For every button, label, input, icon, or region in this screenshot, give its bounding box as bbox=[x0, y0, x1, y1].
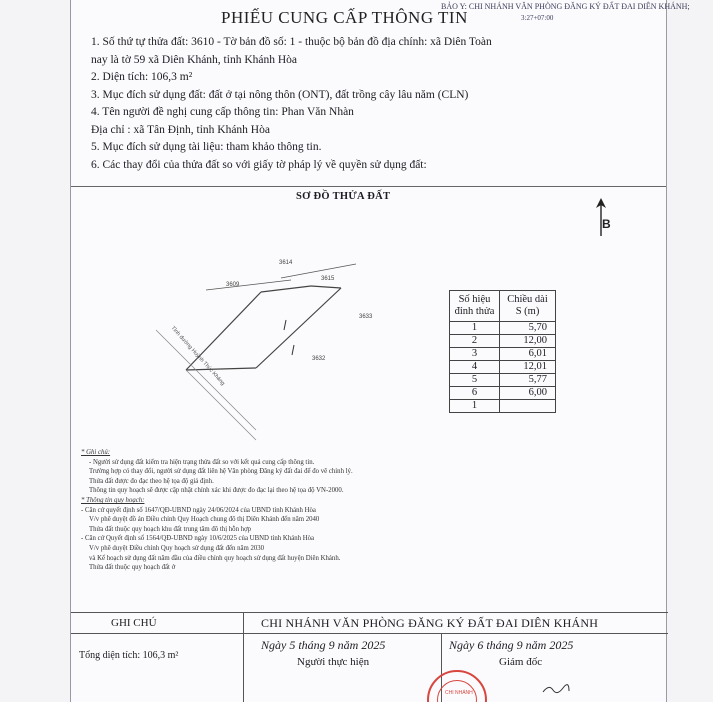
parcel-label: 3632 bbox=[312, 356, 326, 362]
dim-tick bbox=[284, 320, 286, 330]
table-row bbox=[450, 374, 556, 387]
info-item: 5. Mục đích sử dụng tài liệu: tham khảo thông tin. bbox=[91, 141, 322, 153]
parcel-edge bbox=[186, 368, 256, 370]
edge-length: 6,01 bbox=[500, 348, 556, 361]
table-header: Số hiệu đỉnh thửa bbox=[450, 291, 500, 322]
parcel-edge bbox=[256, 288, 341, 368]
footer-table bbox=[71, 612, 668, 702]
divider bbox=[243, 612, 244, 702]
info-item: 3. Mục đích sử dụng đất: đất ở tại nông thôn (ONT), đất trồng cây lâu năm (CLN) bbox=[91, 88, 469, 101]
notes-heading: * Ghi chú: bbox=[81, 449, 111, 456]
edge-length: 12,00 bbox=[500, 335, 556, 348]
date-performer: Ngày 5 tháng 9 năm 2025 bbox=[261, 638, 386, 652]
info-item: nay là tờ 59 xã Diên Khánh, tỉnh Khánh Hòa bbox=[91, 53, 298, 66]
note-line: - Căn cứ quyết định số 1647/QĐ-UBND ngày 24/06/2024 của UBND tỉnh Khánh Hòa bbox=[81, 506, 316, 514]
edge-length: 5,77 bbox=[500, 374, 556, 387]
total-area: Tổng diện tích: 106,3 m² bbox=[79, 650, 179, 661]
info-list bbox=[91, 34, 651, 174]
note-line: Thửa đất được đo đạc theo hệ tọa độ giả định. bbox=[89, 477, 214, 485]
table-row bbox=[450, 361, 556, 374]
road-edge bbox=[156, 330, 256, 430]
edge-length: 6,00 bbox=[500, 387, 556, 400]
role-director: Giám đốc bbox=[499, 656, 543, 668]
diagram-title: SƠ ĐỒ THỬA ĐẤT bbox=[296, 191, 391, 202]
seal-text: CHI NHÁNH bbox=[445, 690, 473, 696]
table-row bbox=[450, 400, 556, 413]
issuing-office: CHI NHÁNH VĂN PHÒNG ĐĂNG KÝ ĐẤT ĐAI DIÊN KHÁNH bbox=[261, 616, 599, 630]
official-seal-icon bbox=[427, 670, 487, 702]
dim-tick bbox=[292, 345, 294, 355]
vertex-number: 1 bbox=[450, 322, 500, 335]
boundary-line bbox=[281, 264, 356, 278]
note-line: Thửa đất thuộc quy hoạch đất ở bbox=[89, 564, 176, 572]
note-line: Thửa đất thuộc quy hoạch khu đất trung tâm đô thị hỗn hợp bbox=[89, 525, 252, 533]
note-line: Thông tin quy hoạch sẽ được cập nhật chính xác khi được đo đạc lại theo hệ tọa độ VN-2000. bbox=[89, 487, 344, 495]
info-item: 6. Các thay đổi của thửa đất so với giấy tờ pháp lý về quyền sử dụng đất: bbox=[91, 158, 427, 171]
info-item: Địa chỉ : xã Tân Định, tỉnh Khánh Hòa bbox=[91, 123, 270, 136]
table-row bbox=[450, 348, 556, 361]
note-line: V/v phê duyệt Điều chỉnh Quy hoạch sử dụng đất đến năm 2030 bbox=[89, 544, 265, 552]
edge-length: 12,01 bbox=[500, 361, 556, 374]
vertex-number: 5 bbox=[450, 374, 500, 387]
note-line: V/v phê duyệt đồ án Điều chỉnh Quy Hoạch chung đô thị Diên Khánh đến năm 2040 bbox=[89, 516, 320, 524]
document-sheet bbox=[70, 0, 690, 702]
footer-note-label: GHI CHÚ bbox=[111, 617, 157, 629]
parcel-label: 3614 bbox=[279, 260, 293, 266]
copy-stamp-time: 3:27+07:00 bbox=[521, 14, 554, 22]
edge-length: 5,70 bbox=[500, 322, 556, 335]
table-row bbox=[450, 322, 556, 335]
parcel-label: 3615 bbox=[321, 276, 335, 282]
parcel-diagram bbox=[116, 250, 446, 460]
note-line: Trường hợp có thay đổi, người sử dụng đất liên hệ Văn phòng Đăng ký đất đai để đo vẽ chỉnh lý. bbox=[89, 468, 353, 476]
note-line: - Người sử dụng đất kiểm tra hiện trạng thửa đất so với kết quả cung cấp thông tin. bbox=[89, 458, 315, 466]
edge-length bbox=[500, 400, 556, 413]
parcel-label: 3633 bbox=[359, 314, 373, 320]
info-item: 1. Số thứ tự thửa đất: 3610 - Tờ bản đồ số: 1 - thuộc bộ bản đồ địa chính: xã Diên Toàn bbox=[91, 36, 492, 48]
info-item: 4. Tên người đề nghị cung cấp thông tin: Phan Văn Nhàn bbox=[91, 106, 354, 118]
table-row bbox=[450, 387, 556, 400]
road-label: Tỉnh đường Huỳnh Thúc Kháng bbox=[169, 325, 226, 387]
note-line: - Căn cứ Quyết định số 1564/QĐ-UBND ngày 10/6/2025 của UBND tỉnh Khánh Hòa bbox=[81, 535, 315, 543]
vertex-number: 6 bbox=[450, 387, 500, 400]
vertex-number: 2 bbox=[450, 335, 500, 348]
coordinate-table bbox=[449, 290, 556, 413]
page-title: PHIẾU CUNG CẤP THÔNG TIN bbox=[221, 8, 468, 27]
signature-icon bbox=[541, 682, 571, 696]
notes-section bbox=[81, 448, 661, 573]
parcel-edge bbox=[311, 286, 341, 288]
north-label: B bbox=[602, 217, 611, 231]
vertex-number: 3 bbox=[450, 348, 500, 361]
vertex-number: 1 bbox=[450, 400, 500, 413]
date-director: Ngày 6 tháng 9 năm 2025 bbox=[449, 638, 574, 652]
parcel-edge bbox=[261, 286, 311, 292]
table-row bbox=[450, 335, 556, 348]
divider bbox=[71, 186, 666, 187]
role-performer: Người thực hiện bbox=[297, 656, 370, 668]
table-header: Chiều dài S (m) bbox=[500, 291, 556, 322]
boundary-line bbox=[206, 280, 291, 290]
north-arrow-icon bbox=[591, 198, 611, 238]
parcel-label: 3609 bbox=[226, 282, 240, 288]
planning-heading: * Thông tin quy hoạch: bbox=[81, 496, 145, 504]
vertex-number: 4 bbox=[450, 361, 500, 374]
copy-stamp-line: BẢO Y: CHI NHÁNH VĂN PHÒNG ĐĂNG KÝ ĐẤT ĐAI DIÊN KHÁNH; bbox=[441, 2, 690, 11]
info-item: 2. Diện tích: 106,3 m² bbox=[91, 71, 193, 83]
note-line: và Kế hoạch sử dụng đất năm đầu của điều chỉnh quy hoạch sử dụng đất huyện Diên Khánh. bbox=[89, 554, 341, 562]
